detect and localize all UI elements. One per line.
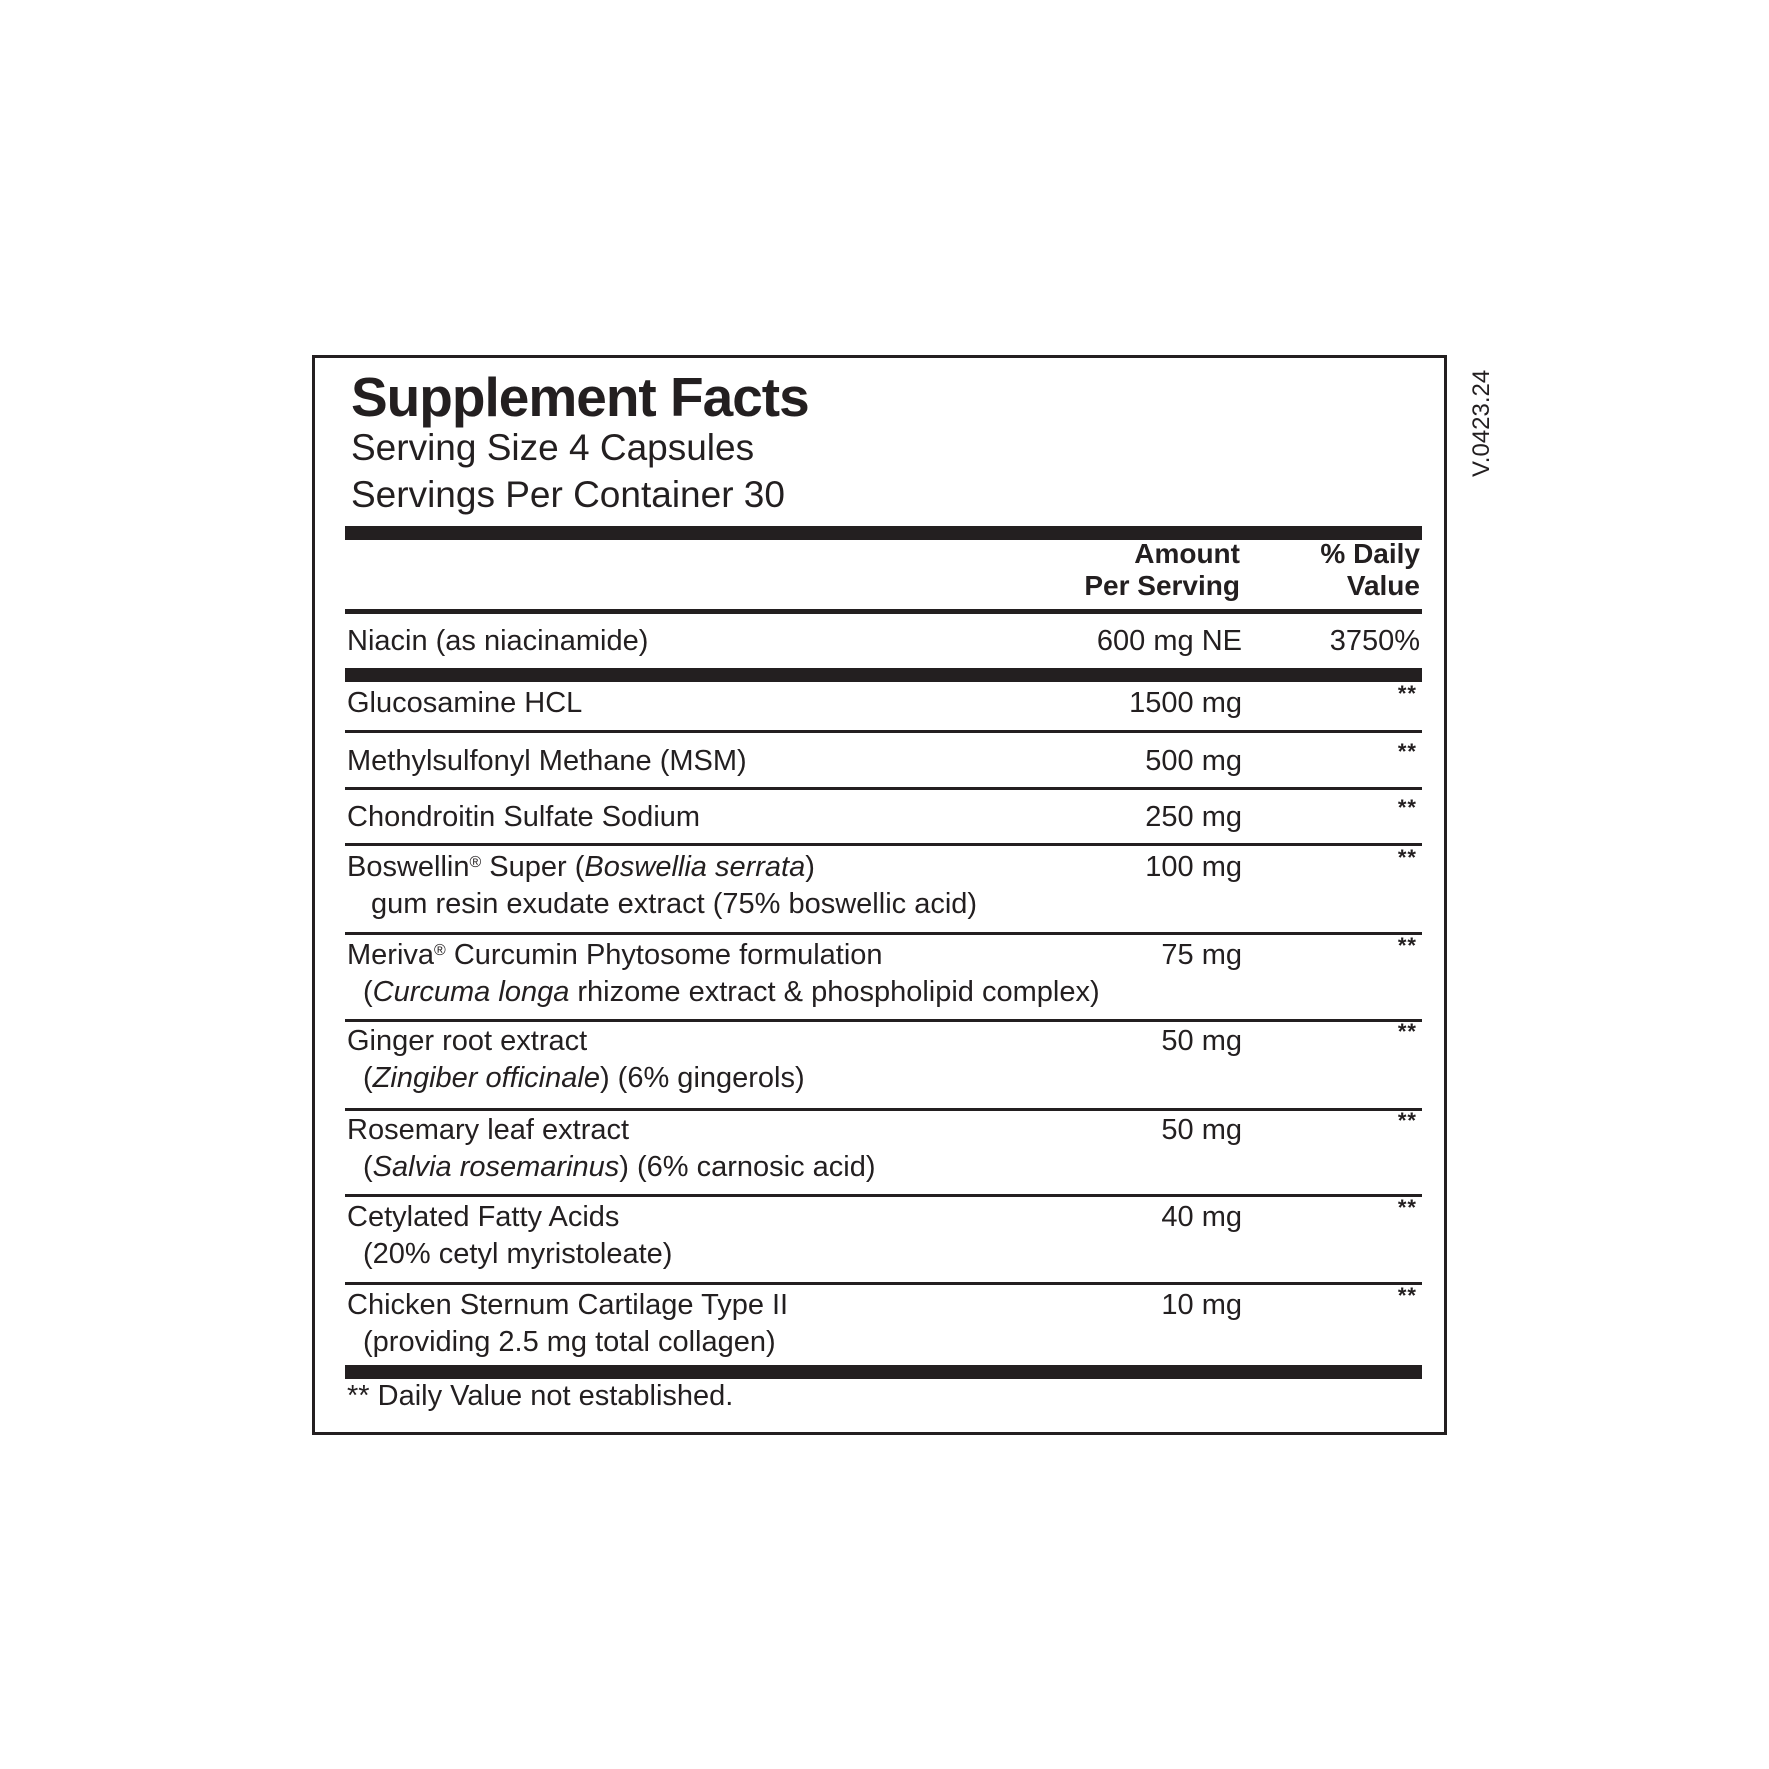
- divider-row: [345, 843, 1422, 846]
- divider-row: [345, 1282, 1422, 1285]
- ingredient-amount: 75 mg: [1161, 939, 1242, 971]
- ingredient-name-part: Super (: [481, 851, 585, 883]
- ingredient-name: Rosemary leaf extract: [347, 1114, 630, 1146]
- servings-per-container: Servings Per Container 30: [351, 474, 785, 515]
- divider-row: [345, 1019, 1422, 1022]
- ingredient-daily-value: **: [1397, 1019, 1417, 1044]
- divider-row: [345, 1108, 1422, 1111]
- ingredient-detail: (20% cetyl myristoleate): [363, 1238, 673, 1270]
- ingredient-amount: 600 mg NE: [1096, 625, 1242, 657]
- ingredient-amount: 50 mg: [1161, 1114, 1242, 1146]
- ingredient-name: Niacin (as niacinamide): [347, 625, 649, 657]
- header-amount-line2: Per Serving: [1084, 570, 1240, 601]
- ingredient-name-part: ): [805, 851, 815, 883]
- botanical-name: Zingiber officinale: [372, 1062, 600, 1094]
- ingredient-daily-value: **: [1397, 795, 1417, 820]
- ingredient-daily-value: **: [1397, 1108, 1417, 1133]
- header-dv-line1: % Daily: [1320, 538, 1420, 569]
- ingredient-detail-part: (: [363, 1062, 373, 1094]
- ingredient-detail: gum resin exudate extract (75% boswellic acid): [371, 888, 978, 920]
- divider-row: [345, 932, 1422, 935]
- divider-thick-mid: [345, 668, 1422, 682]
- ingredient-detail-part: (: [363, 976, 373, 1008]
- ingredient-name: Ginger root extract: [347, 1025, 588, 1057]
- ingredient-name: Methylsulfonyl Methane (MSM): [347, 745, 747, 777]
- daily-value-footnote: ** Daily Value not established.: [347, 1380, 734, 1412]
- ingredient-daily-value: 3750%: [1329, 625, 1420, 657]
- divider-row: [345, 1194, 1422, 1197]
- ingredient-name: Glucosamine HCL: [347, 687, 583, 719]
- ingredient-brand: Boswellin: [347, 851, 470, 883]
- ingredient-brand: Meriva: [347, 939, 435, 971]
- ingredient-detail-part: ) (6% carnosic acid): [619, 1151, 876, 1183]
- ingredient-amount: 10 mg: [1161, 1289, 1242, 1321]
- ingredient-name-part: Curcumin Phytosome formulation: [445, 939, 883, 971]
- registered-mark: ®: [469, 854, 482, 872]
- version-code: V.0423.24: [1468, 369, 1495, 477]
- ingredient-amount: 50 mg: [1161, 1025, 1242, 1057]
- ingredient-daily-value: **: [1397, 739, 1417, 764]
- registered-mark: ®: [434, 942, 446, 960]
- botanical-name: Salvia rosemarinus: [372, 1151, 620, 1183]
- ingredient-amount: 100 mg: [1145, 851, 1242, 883]
- ingredient-daily-value: **: [1397, 681, 1417, 706]
- header-dv-line2: Value: [1346, 570, 1420, 601]
- label-title: Supplement Facts: [351, 366, 809, 428]
- ingredient-detail-part: (: [363, 1151, 373, 1183]
- divider-thick-bottom: [345, 1365, 1422, 1379]
- ingredient-daily-value: **: [1397, 1195, 1417, 1220]
- ingredient-daily-value: **: [1397, 1283, 1417, 1308]
- serving-size: Serving Size 4 Capsules: [351, 427, 755, 468]
- ingredient-amount: 1500 mg: [1129, 687, 1242, 719]
- header-amount-line1: Amount: [1134, 538, 1240, 569]
- ingredient-detail: [363, 974, 1100, 1010]
- ingredient-name: [347, 849, 815, 885]
- divider-header: [345, 609, 1422, 614]
- ingredient-name: Chondroitin Sulfate Sodium: [347, 801, 701, 833]
- ingredient-detail: [363, 1149, 876, 1185]
- ingredient-detail-part: rhizome extract & phospholipid complex): [569, 976, 1100, 1008]
- ingredient-name: Cetylated Fatty Acids: [347, 1201, 620, 1233]
- divider-thick-top: [345, 526, 1422, 540]
- header-amount: [1045, 538, 1240, 602]
- header-daily-value: [1275, 538, 1420, 602]
- divider-row: [345, 787, 1422, 790]
- supplement-facts-panel: [312, 355, 1447, 1435]
- ingredient-daily-value: **: [1397, 845, 1417, 870]
- ingredient-daily-value: **: [1397, 933, 1417, 958]
- botanical-name: Curcuma longa: [372, 976, 570, 1008]
- ingredient-detail: [363, 1060, 805, 1096]
- botanical-name: Boswellia serrata: [584, 851, 806, 883]
- ingredient-amount: 500 mg: [1145, 745, 1242, 777]
- ingredient-amount: 250 mg: [1145, 801, 1242, 833]
- ingredient-amount: 40 mg: [1161, 1201, 1242, 1233]
- ingredient-detail-part: ) (6% gingerols): [599, 1062, 805, 1094]
- divider-row: [345, 730, 1422, 733]
- ingredient-name: Chicken Sternum Cartilage Type II: [347, 1289, 789, 1321]
- ingredient-name: [347, 937, 883, 973]
- ingredient-detail: (providing 2.5 mg total collagen): [363, 1326, 776, 1358]
